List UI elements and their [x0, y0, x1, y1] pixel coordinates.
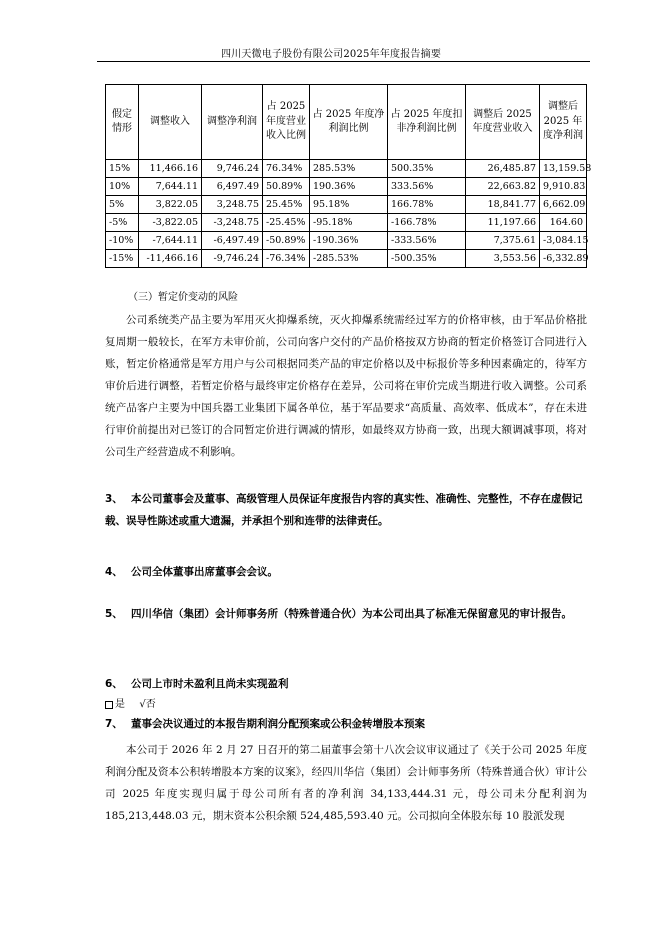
- table-cell: 164.60: [540, 214, 587, 232]
- item-text: 公司上市时未盈利且尚未实现盈利: [131, 678, 289, 690]
- item-6: [105, 673, 587, 695]
- table-cell: -76.34%: [263, 250, 310, 268]
- item-3: [105, 488, 587, 532]
- table-cell: 7,644.11: [139, 178, 202, 196]
- table-cell: -500.35%: [388, 250, 466, 268]
- profit-distribution-paragraph: 本公司于 2026 年 2 月 27 日召开的第二届董事会第十八次会议审议通过了《关于公司 2025 年度利润分配及资本公积转增股本方案的议案》，经四川华信（集团）会计师事务所（特殊普通合伙）审计公司 2025 年度实现归属于母公司所有者的净利润 34,133,444.31 元，母公司未分配利润为 185,213,448.03 元，期末资本公积余额 524,485,593.40 元。公司拟向全体股东每 10 股派发现: [105, 744, 587, 822]
- header-cell: 占 2025 年度净利润比例: [310, 85, 388, 160]
- table-cell: 15%: [106, 160, 139, 178]
- item-number: 5、: [105, 608, 123, 620]
- table-row: [106, 178, 587, 196]
- table-cell: 22,663.82: [466, 178, 540, 196]
- header-cell: 调整收入: [139, 85, 202, 160]
- table-cell: 25.45%: [263, 196, 310, 214]
- table-cell: 26,485.87: [466, 160, 540, 178]
- checkmark-no[interactable]: √: [139, 699, 146, 710]
- section-heading-price-risk: （三）暂定价变动的风险: [128, 292, 238, 303]
- table-cell: 10%: [106, 178, 139, 196]
- table-cell: 285.53%: [310, 160, 388, 178]
- page-header-title: 四川天微电子股份有限公司2025年年度报告摘要: [220, 49, 442, 60]
- table-row: [106, 232, 587, 250]
- profit-status-checkboxes: [105, 695, 156, 710]
- header-cell: 调整后 2025 年度营业收入: [466, 85, 540, 160]
- table-cell: -285.53%: [310, 250, 388, 268]
- table-cell: 5%: [106, 196, 139, 214]
- checkbox-no-label: 否: [145, 699, 156, 710]
- price-risk-paragraph: 公司系统类产品主要为军用灭火抑爆系统，灭火抑爆系统需经过军方的价格审核，由于军品价格批复周期一般较长，在军方未审价前，公司向客户交付的产品价格按双方协商的暂定价格签订合同进行入账，暂定价格通常是军方用户与公司根据同类产品的审定价格以及中标报价等多种因素确定的，待军方审价后进行调整，若暂定价格与最终审定价格存在差异，公司将在审价完成当期进行收入调整。公司系统产品客户主要为中国兵器工业集团下属各单位，基于军品要求“高质量、高效率、低成本”，存在未进行审价前提出对已签订的合同暂定价进行调减的情形，如最终双方协商一致，出现大额调减事项，将对公司生产经营造成不利影响。: [105, 314, 587, 458]
- table-cell: 11,197.66: [466, 214, 540, 232]
- table-cell: 7,375.61: [466, 232, 540, 250]
- item-text: 董事会决议通过的本报告期利润分配预案或公积金转增股本预案: [131, 718, 425, 730]
- table-cell: 500.35%: [388, 160, 466, 178]
- table-cell: 13,159.58: [540, 160, 587, 178]
- table-cell: -25.45%: [263, 214, 310, 232]
- checkbox-yes[interactable]: [105, 701, 113, 709]
- table-cell: -190.36%: [310, 232, 388, 250]
- item-4: [105, 561, 587, 583]
- table-cell: 50.89%: [263, 178, 310, 196]
- table-cell: 3,248.75: [202, 196, 263, 214]
- table-cell: -11,466.16: [139, 250, 202, 268]
- table-cell: 3,822.05: [139, 196, 202, 214]
- checkbox-yes-label: 是: [115, 699, 125, 710]
- table-cell: -7,644.11: [139, 232, 202, 250]
- table-cell: -9,746.24: [202, 250, 263, 268]
- item-7: [105, 713, 587, 735]
- item-text: 公司全体董事出席董事会会议。: [131, 566, 278, 578]
- table-cell: 333.56%: [388, 178, 466, 196]
- header-cell: 占 2025 年度扣非净利润比例: [388, 85, 466, 160]
- table-cell: -3,084.15: [540, 232, 587, 250]
- table-row: [106, 160, 587, 178]
- table-cell: 11,466.16: [139, 160, 202, 178]
- item-5: [105, 603, 587, 625]
- header-cell: 调整净利润: [202, 85, 263, 160]
- table-cell: -3,248.75: [202, 214, 263, 232]
- item-text: 本公司董事会及董事、高级管理人员保证年度报告内容的真实性、准确性、完整性，不存在虚假记载、误导性陈述或重大遗漏，并承担个别和连带的法律责任。: [105, 493, 583, 527]
- table-cell: -6,332.89: [540, 250, 587, 268]
- table-cell: 9,746.24: [202, 160, 263, 178]
- table-cell: -10%: [106, 232, 139, 250]
- table-cell: 3,553.56: [466, 250, 540, 268]
- item-text: 四川华信（集团）会计师事务所（特殊普通合伙）为本公司出具了标准无保留意见的审计报告。: [131, 608, 572, 620]
- item-number: 4、: [105, 566, 123, 578]
- item-number: 3、: [105, 493, 123, 505]
- table-row: [106, 250, 587, 268]
- table-cell: -3,822.05: [139, 214, 202, 232]
- header-cell: 占 2025 年度营业收入比例: [263, 85, 310, 160]
- table-cell: -6,497.49: [202, 232, 263, 250]
- table-cell: 18,841.77: [466, 196, 540, 214]
- table-row: [106, 214, 587, 232]
- table-header-row: [106, 85, 587, 160]
- item-number: 6、: [105, 678, 123, 690]
- item-number: 7、: [105, 718, 123, 730]
- table-cell: -5%: [106, 214, 139, 232]
- table-cell: 6,662.09: [540, 196, 587, 214]
- table-cell: -15%: [106, 250, 139, 268]
- header-divider: [97, 61, 590, 62]
- table-cell: -333.56%: [388, 232, 466, 250]
- table-cell: -50.89%: [263, 232, 310, 250]
- table-cell: 190.36%: [310, 178, 388, 196]
- table-cell: -95.18%: [310, 214, 388, 232]
- price-sensitivity-table: [105, 84, 592, 268]
- table-cell: 6,497.49: [202, 178, 263, 196]
- table-cell: 166.78%: [388, 196, 466, 214]
- header-cell: 假定情形: [106, 85, 139, 160]
- table-cell: 95.18%: [310, 196, 388, 214]
- table-cell: 76.34%: [263, 160, 310, 178]
- table-row: [106, 196, 587, 214]
- table-cell: 9,910.83: [540, 178, 587, 196]
- header-cell: 调整后 2025 年度净利润: [540, 85, 587, 160]
- table-cell: -166.78%: [388, 214, 466, 232]
